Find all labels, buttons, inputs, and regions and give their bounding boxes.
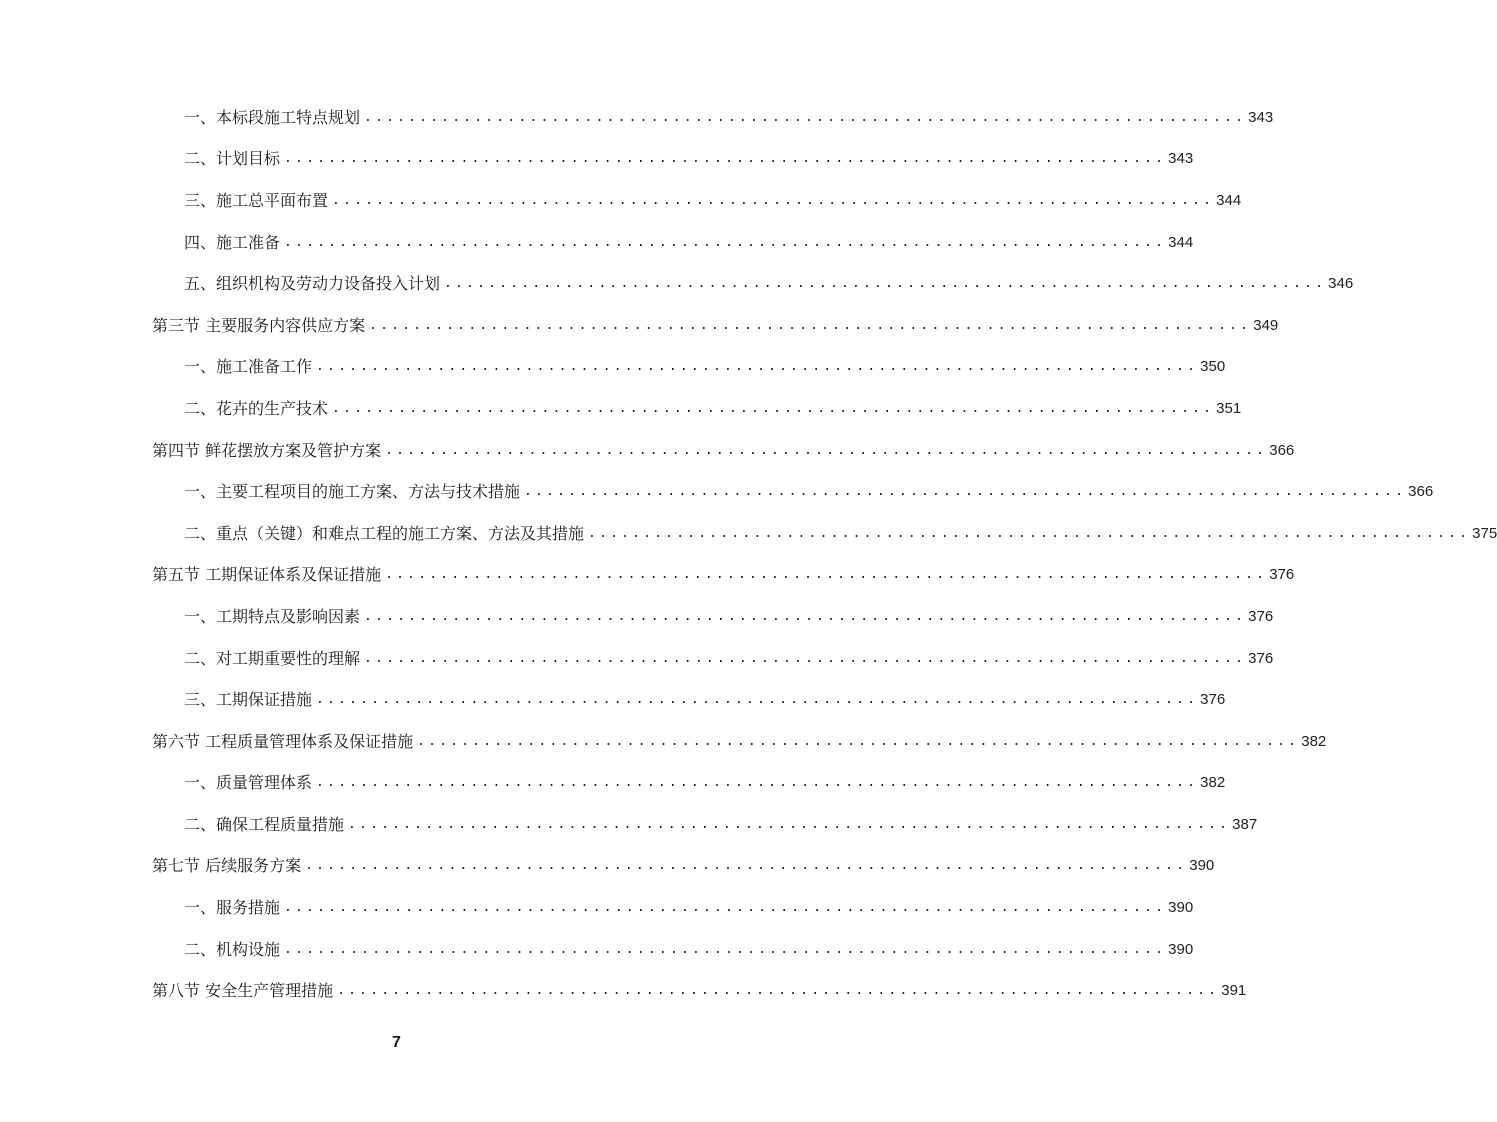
toc-entry-page: 346 bbox=[1328, 275, 1354, 293]
toc-entry-page: 391 bbox=[1221, 982, 1247, 1000]
toc-dot-leader: ................................................................................ bbox=[348, 816, 1231, 832]
toc-entry-label: 一、质量管理体系 bbox=[184, 773, 313, 793]
toc-subsection-row[interactable] bbox=[152, 804, 1258, 846]
toc-subsection-row[interactable] bbox=[152, 638, 1274, 680]
toc-section-row[interactable] bbox=[152, 970, 1247, 1012]
toc-entry-page: 382 bbox=[1301, 732, 1327, 750]
toc-entry-page: 382 bbox=[1200, 774, 1226, 792]
toc-subsection-row[interactable] bbox=[152, 513, 1497, 555]
toc-entry-label: 二、花卉的生产技术 bbox=[184, 398, 329, 418]
toc-entry-page: 366 bbox=[1269, 441, 1295, 459]
toc-subsection-row[interactable] bbox=[152, 929, 1194, 971]
toc-entry-page: 390 bbox=[1189, 857, 1215, 875]
toc-entry-label: 四、施工准备 bbox=[184, 232, 281, 252]
toc-dot-leader: ................................................................................ bbox=[364, 109, 1247, 125]
toc-entry-label: 一、主要工程项目的施工方案、方法与技术措施 bbox=[184, 482, 521, 502]
toc-subsection-row[interactable] bbox=[152, 596, 1274, 638]
toc-section-row[interactable] bbox=[152, 555, 1295, 597]
toc-subsection-row[interactable] bbox=[152, 222, 1194, 264]
toc-entry-label: 第七节 后续服务方案 bbox=[152, 856, 302, 876]
table-of-contents bbox=[152, 97, 1497, 1012]
page-number: 7 bbox=[392, 1034, 401, 1051]
toc-subsection-row[interactable] bbox=[152, 139, 1194, 181]
toc-entry-label: 三、工期保证措施 bbox=[184, 690, 313, 710]
toc-entry-label: 第五节 工期保证体系及保证措施 bbox=[152, 565, 382, 585]
toc-dot-leader: ................................................................................ bbox=[284, 941, 1167, 957]
toc-section-row[interactable] bbox=[152, 430, 1295, 472]
toc-dot-leader: ................................................................................ bbox=[284, 151, 1167, 167]
toc-entry-label: 第八节 安全生产管理措施 bbox=[152, 981, 334, 1001]
toc-dot-leader: ................................................................................ bbox=[364, 608, 1247, 624]
toc-subsection-row[interactable] bbox=[152, 763, 1226, 805]
toc-entry-page: 376 bbox=[1248, 649, 1274, 667]
toc-entry-page: 376 bbox=[1269, 566, 1295, 584]
toc-dot-leader: ................................................................................ bbox=[316, 359, 1199, 375]
toc-entry-page: 344 bbox=[1168, 233, 1194, 251]
toc-entry-label: 第三节 主要服务内容供应方案 bbox=[152, 315, 366, 335]
toc-subsection-row[interactable] bbox=[152, 471, 1434, 513]
toc-dot-leader: ................................................................................ bbox=[305, 858, 1188, 874]
toc-entry-page: 350 bbox=[1200, 358, 1226, 376]
toc-entry-page: 376 bbox=[1200, 691, 1226, 709]
toc-entry-label: 二、重点（关键）和难点工程的施工方案、方法及其措施 bbox=[184, 523, 585, 543]
toc-entry-label: 三、施工总平面布置 bbox=[184, 190, 329, 210]
toc-dot-leader: ................................................................................ bbox=[284, 900, 1167, 916]
toc-entry-label: 一、施工准备工作 bbox=[184, 357, 313, 377]
toc-entry-label: 五、组织机构及劳动力设备投入计划 bbox=[184, 274, 441, 294]
toc-entry-label: 第四节 鲜花摆放方案及管护方案 bbox=[152, 440, 382, 460]
toc-subsection-row[interactable] bbox=[152, 180, 1242, 222]
toc-entry-page: 387 bbox=[1232, 815, 1258, 833]
toc-dot-leader: ................................................................................ bbox=[524, 484, 1407, 500]
toc-dot-leader: ................................................................................ bbox=[284, 234, 1167, 250]
toc-dot-leader: ................................................................................ bbox=[332, 400, 1215, 416]
toc-entry-label: 二、确保工程质量措施 bbox=[184, 814, 345, 834]
toc-subsection-row[interactable] bbox=[152, 388, 1242, 430]
toc-dot-leader: ................................................................................ bbox=[316, 775, 1199, 791]
toc-subsection-row[interactable] bbox=[152, 97, 1274, 139]
toc-dot-leader: ................................................................................ bbox=[337, 983, 1220, 999]
toc-dot-leader: ................................................................................ bbox=[369, 317, 1252, 333]
toc-section-row[interactable] bbox=[152, 305, 1279, 347]
toc-dot-leader: ................................................................................ bbox=[417, 733, 1300, 749]
toc-entry-page: 390 bbox=[1168, 940, 1194, 958]
toc-entry-page: 366 bbox=[1408, 483, 1434, 501]
toc-dot-leader: ................................................................................ bbox=[316, 692, 1199, 708]
toc-dot-leader: ................................................................................ bbox=[385, 442, 1268, 458]
toc-subsection-row[interactable] bbox=[152, 679, 1226, 721]
toc-dot-leader: ................................................................................ bbox=[364, 650, 1247, 666]
toc-entry-page: 349 bbox=[1253, 316, 1279, 334]
toc-entry-page: 376 bbox=[1248, 607, 1274, 625]
toc-entry-page: 390 bbox=[1168, 899, 1194, 917]
toc-entry-page: 343 bbox=[1168, 150, 1194, 168]
toc-entry-label: 二、对工期重要性的理解 bbox=[184, 648, 361, 668]
toc-dot-leader: ................................................................................ bbox=[444, 276, 1327, 292]
toc-entry-label: 二、机构设施 bbox=[184, 939, 281, 959]
toc-section-row[interactable] bbox=[152, 846, 1215, 888]
toc-entry-page: 351 bbox=[1216, 399, 1242, 417]
toc-subsection-row[interactable] bbox=[152, 263, 1354, 305]
toc-entry-label: 一、本标段施工特点规划 bbox=[184, 107, 361, 127]
toc-dot-leader: ................................................................................ bbox=[588, 525, 1471, 541]
toc-entry-page: 343 bbox=[1248, 108, 1274, 126]
toc-subsection-row[interactable] bbox=[152, 887, 1194, 929]
toc-entry-page: 344 bbox=[1216, 191, 1242, 209]
toc-dot-leader: ................................................................................ bbox=[385, 567, 1268, 583]
toc-entry-label: 一、服务措施 bbox=[184, 898, 281, 918]
toc-dot-leader: ................................................................................ bbox=[332, 192, 1215, 208]
toc-subsection-row[interactable] bbox=[152, 347, 1226, 389]
toc-entry-page: 375 bbox=[1472, 524, 1497, 542]
toc-section-row[interactable] bbox=[152, 721, 1327, 763]
toc-entry-label: 第六节 工程质量管理体系及保证措施 bbox=[152, 731, 414, 751]
toc-entry-label: 一、工期特点及影响因素 bbox=[184, 606, 361, 626]
toc-entry-label: 二、计划目标 bbox=[184, 149, 281, 169]
